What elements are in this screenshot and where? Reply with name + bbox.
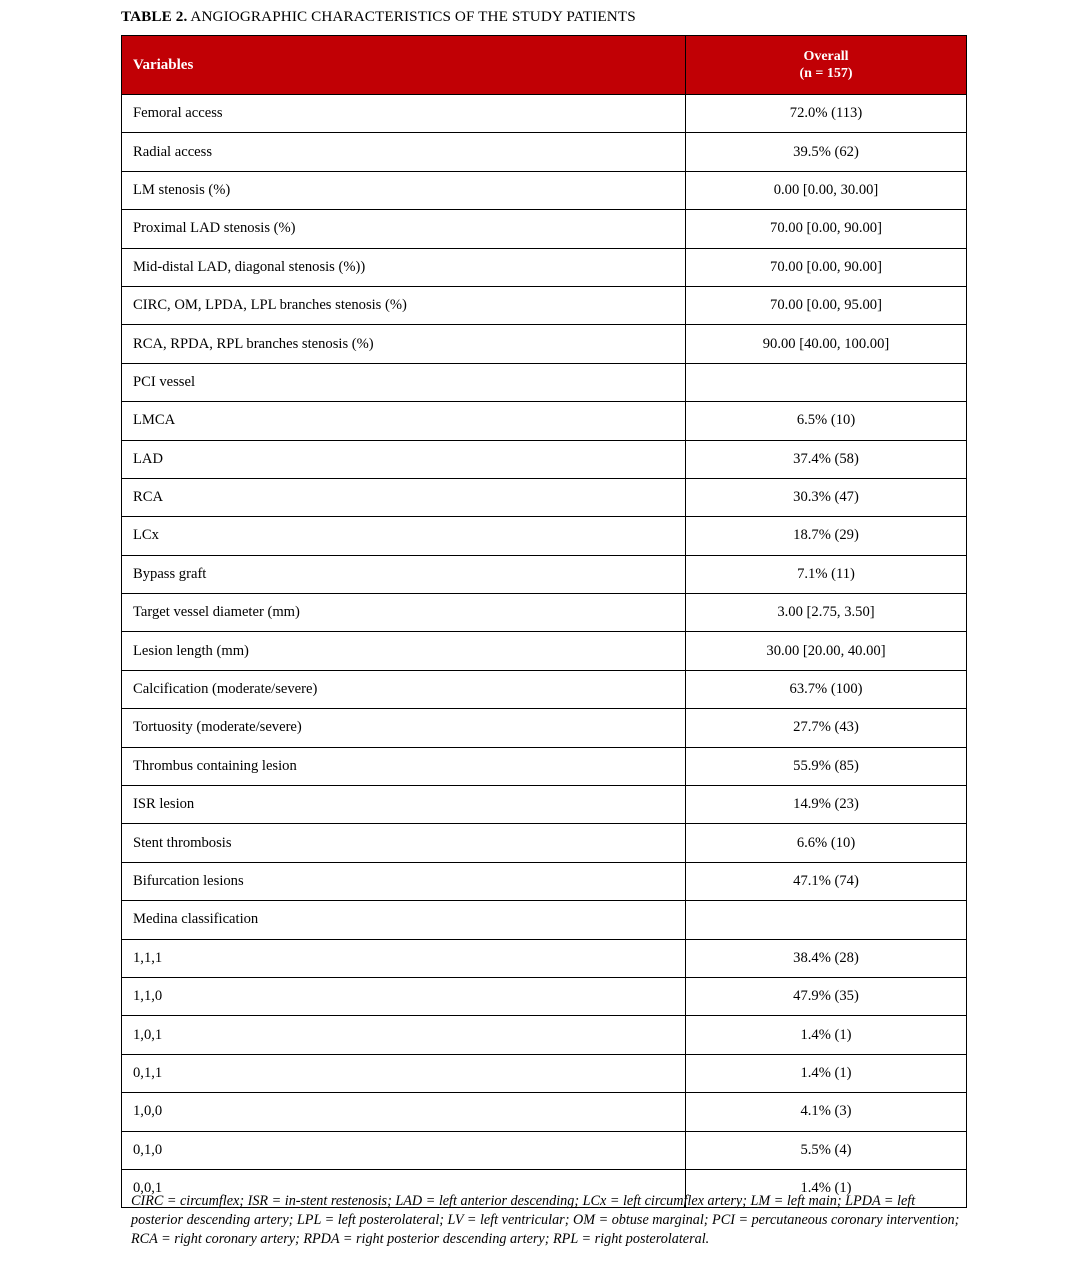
table-row — [122, 824, 967, 862]
table-cell-overall: 47.1% (74) — [686, 862, 967, 900]
table-row — [122, 632, 967, 670]
table-cell-variable: 1,0,1 — [122, 1016, 686, 1054]
table-cell-overall: 30.00 [20.00, 40.00] — [686, 632, 967, 670]
table-cell-overall — [686, 363, 967, 401]
table-row — [122, 747, 967, 785]
table-cell-overall: 0.00 [0.00, 30.00] — [686, 171, 967, 209]
table-cell-overall: 30.3% (47) — [686, 478, 967, 516]
table-cell-variable: LCx — [122, 517, 686, 555]
table-row — [122, 1093, 967, 1131]
table-row — [122, 95, 967, 133]
table-row — [122, 786, 967, 824]
table-cell-variable: Mid-distal LAD, diagonal stenosis (%)) — [122, 248, 686, 286]
table-cell-overall: 4.1% (3) — [686, 1093, 967, 1131]
table-cell-overall: 70.00 [0.00, 90.00] — [686, 210, 967, 248]
table-row — [122, 325, 967, 363]
column-header-variables: Variables — [122, 36, 686, 95]
table-header-row — [122, 36, 967, 95]
table-row — [122, 210, 967, 248]
table-row — [122, 939, 967, 977]
table-cell-variable: 1,1,0 — [122, 977, 686, 1015]
column-header-overall — [686, 36, 967, 95]
table-cell-overall: 72.0% (113) — [686, 95, 967, 133]
table-row — [122, 286, 967, 324]
table-cell-overall: 70.00 [0.00, 95.00] — [686, 286, 967, 324]
table-cell-variable: Radial access — [122, 133, 686, 171]
table-cell-overall: 6.6% (10) — [686, 824, 967, 862]
table-cell-variable: 0,0,1 — [122, 1169, 686, 1207]
table-row — [122, 862, 967, 900]
table-cell-overall: 3.00 [2.75, 3.50] — [686, 594, 967, 632]
table-title-text: ANGIOGRAPHIC CHARACTERISTICS OF THE STUDY PATIENTS — [187, 8, 636, 25]
table-cell-variable: Medina classification — [122, 901, 686, 939]
table-row — [122, 1131, 967, 1169]
table-row — [122, 1054, 967, 1092]
table-cell-overall: 55.9% (85) — [686, 747, 967, 785]
table-row — [122, 133, 967, 171]
table-cell-overall: 14.9% (23) — [686, 786, 967, 824]
table-cell-variable: 1,1,1 — [122, 939, 686, 977]
table-row — [122, 478, 967, 516]
table-row — [122, 402, 967, 440]
table-cell-variable: Femoral access — [122, 95, 686, 133]
table-cell-overall: 1.4% (1) — [686, 1169, 967, 1207]
table-row — [122, 1016, 967, 1054]
table-cell-variable: Bypass graft — [122, 555, 686, 593]
table-cell-overall: 37.4% (58) — [686, 440, 967, 478]
table-cell-overall: 18.7% (29) — [686, 517, 967, 555]
table-cell-overall: 39.5% (62) — [686, 133, 967, 171]
table-cell-variable: Stent thrombosis — [122, 824, 686, 862]
table-cell-variable: Target vessel diameter (mm) — [122, 594, 686, 632]
table-row — [122, 709, 967, 747]
table-row — [122, 901, 967, 939]
table-cell-variable: 0,1,0 — [122, 1131, 686, 1169]
table-cell-variable: LM stenosis (%) — [122, 171, 686, 209]
table-number-label: TABLE 2. — [121, 8, 188, 25]
data-table — [121, 35, 967, 1208]
column-header-overall-title: Overall — [803, 49, 849, 64]
table-cell-overall: 90.00 [40.00, 100.00] — [686, 325, 967, 363]
table-cell-variable: 0,1,1 — [122, 1054, 686, 1092]
table-cell-overall: 38.4% (28) — [686, 939, 967, 977]
table-row — [122, 594, 967, 632]
table-row — [122, 555, 967, 593]
table-cell-variable: RCA, RPDA, RPL branches stenosis (%) — [122, 325, 686, 363]
table-cell-overall — [686, 901, 967, 939]
table-header — [122, 36, 967, 95]
table-footnote: CIRC = circumflex; ISR = in-stent restenosis; LAD = left anterior descending; LCx = left circumflex artery; LM = left main; LPDA = left posterior descending artery; LPL = left posterolateral; LV = left ventricular; OM = obtuse marginal; PCI = percutaneous coronary intervention; RCA = right coronary artery; RPDA = right posterior descending artery; RPL = right posterolateral. — [131, 1193, 960, 1248]
table-cell-overall: 1.4% (1) — [686, 1016, 967, 1054]
table-cell-variable: ISR lesion — [122, 786, 686, 824]
table-row — [122, 363, 967, 401]
table-cell-overall: 70.00 [0.00, 90.00] — [686, 248, 967, 286]
column-header-overall-count: (n = 157) — [799, 66, 853, 81]
table-cell-overall: 63.7% (100) — [686, 670, 967, 708]
angiographic-characteristics-table — [121, 35, 966, 1208]
page-title — [121, 7, 981, 26]
table-body — [122, 95, 967, 1208]
table-cell-variable: 1,0,0 — [122, 1093, 686, 1131]
table-row — [122, 977, 967, 1015]
table-cell-variable: PCI vessel — [122, 363, 686, 401]
table-row — [122, 248, 967, 286]
table-cell-variable: Bifurcation lesions — [122, 862, 686, 900]
table-row — [122, 171, 967, 209]
table-cell-variable: CIRC, OM, LPDA, LPL branches stenosis (%) — [122, 286, 686, 324]
table-row — [122, 517, 967, 555]
table-row — [122, 440, 967, 478]
table-cell-variable: Lesion length (mm) — [122, 632, 686, 670]
table-cell-variable: Proximal LAD stenosis (%) — [122, 210, 686, 248]
table-row — [122, 670, 967, 708]
table-cell-variable: Calcification (moderate/severe) — [122, 670, 686, 708]
table-cell-overall: 7.1% (11) — [686, 555, 967, 593]
table-cell-overall: 27.7% (43) — [686, 709, 967, 747]
table-cell-overall: 1.4% (1) — [686, 1054, 967, 1092]
table-cell-variable: RCA — [122, 478, 686, 516]
table-cell-variable: Thrombus containing lesion — [122, 747, 686, 785]
table-cell-overall: 6.5% (10) — [686, 402, 967, 440]
table-cell-variable: LAD — [122, 440, 686, 478]
table-cell-overall: 47.9% (35) — [686, 977, 967, 1015]
table-cell-variable: Tortuosity (moderate/severe) — [122, 709, 686, 747]
table-cell-overall: 5.5% (4) — [686, 1131, 967, 1169]
table-cell-variable: LMCA — [122, 402, 686, 440]
